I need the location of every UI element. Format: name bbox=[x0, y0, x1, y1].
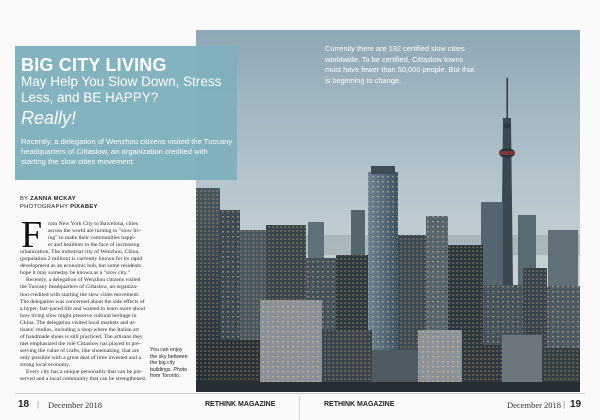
left-date: December 2018 bbox=[48, 400, 103, 410]
article-line: The delegation was concerned about the side effects of bbox=[20, 298, 145, 305]
left-magazine-name: RETHINK MAGAZINE bbox=[205, 401, 276, 408]
article-line: a hyper, fast-paced life and wanted to learn more about bbox=[20, 305, 146, 312]
pull-quote: Currently there are 192 certified slow cities worldwide. To be certified, Cittaslow towns must have fewer than 50,000 people. But that is beginning to change. bbox=[325, 44, 475, 85]
article-line: development as an economic hub, but some residents bbox=[20, 263, 141, 270]
headline-box bbox=[15, 46, 237, 180]
article-line: ing" to make their communities happi- bbox=[48, 235, 136, 242]
author-prefix: BY bbox=[20, 196, 29, 202]
article-line: tion credited with starting the slow cities movement. bbox=[20, 291, 140, 298]
footer-divider bbox=[15, 393, 585, 394]
article-line: (population 2 million) is currently known for its rapid bbox=[20, 256, 143, 263]
article-line: strong local economy. bbox=[20, 362, 71, 368]
article-line: met emphasized the role Cittaslow has played in pre- bbox=[20, 340, 141, 347]
article-line: tisans' studios, including a shop where the Italian art bbox=[20, 326, 140, 333]
article-line: Every city has a unique personality that can be pre- bbox=[26, 369, 143, 376]
article-line: the Tuscany headquarters of Cittaslow, an organiza- bbox=[20, 284, 138, 291]
right-page-number: 19 bbox=[570, 399, 582, 410]
article-line: Recently, a delegation of Wenzhou citizens visited bbox=[26, 277, 141, 284]
article-line: served and a local community that can be strengthened. bbox=[20, 376, 147, 383]
right-separator: | bbox=[563, 400, 566, 409]
article-line: how living slow might preserve cultural heritage in bbox=[20, 312, 137, 319]
right-date: December 2018 bbox=[507, 400, 562, 410]
headline-title: BIG CITY LIVING bbox=[21, 55, 167, 75]
author-name: ZANNA MCKAY bbox=[30, 196, 76, 202]
photo-prefix: PHOTOGRAPHY bbox=[20, 204, 69, 210]
right-magazine-name: RETHINK MAGAZINE bbox=[324, 401, 395, 408]
article-line: across the world are turning to "slow liv- bbox=[48, 228, 142, 235]
left-page-number: 18 bbox=[18, 399, 30, 410]
photographer-name: PIXABEY bbox=[70, 204, 98, 210]
article-line: hope it may someday be known as a "slow city." bbox=[20, 270, 131, 277]
article-line: rom New York City to Barcelona, cities bbox=[48, 221, 139, 227]
page-fold bbox=[299, 395, 300, 420]
left-separator: | bbox=[37, 400, 40, 409]
drop-cap: F bbox=[21, 214, 43, 256]
article-line: only possible with a great deal of time invested and a bbox=[20, 354, 141, 361]
article-line: China. The delegation visited local markets and ar- bbox=[20, 319, 137, 326]
photo-caption: You can enjoy the sky between the big city buildings. Photo from Toronto. bbox=[150, 347, 188, 379]
article-line: urbanization. The industrial city of Wenzhou, China, bbox=[20, 249, 140, 256]
photo-byline bbox=[20, 204, 98, 210]
headline-emphasis: Really! bbox=[21, 108, 77, 128]
article-line: of handmade shoes is still practiced. The artisans they bbox=[20, 333, 143, 340]
headline-dek: Recently, a delegation of Wenzhou citizens visited the Tuscany headquarters of Cittaslow, an organization credited with starting the slow cities movement. bbox=[21, 137, 233, 166]
author-byline bbox=[20, 196, 76, 202]
headline-subtitle: May Help You Slow Down, Stress Less, and BE HAPPY? bbox=[21, 74, 222, 105]
article-line: er and healthier in the face of increasing bbox=[48, 242, 140, 249]
article-line: serving the value of crafts, like shoemaking, that are bbox=[20, 347, 140, 354]
